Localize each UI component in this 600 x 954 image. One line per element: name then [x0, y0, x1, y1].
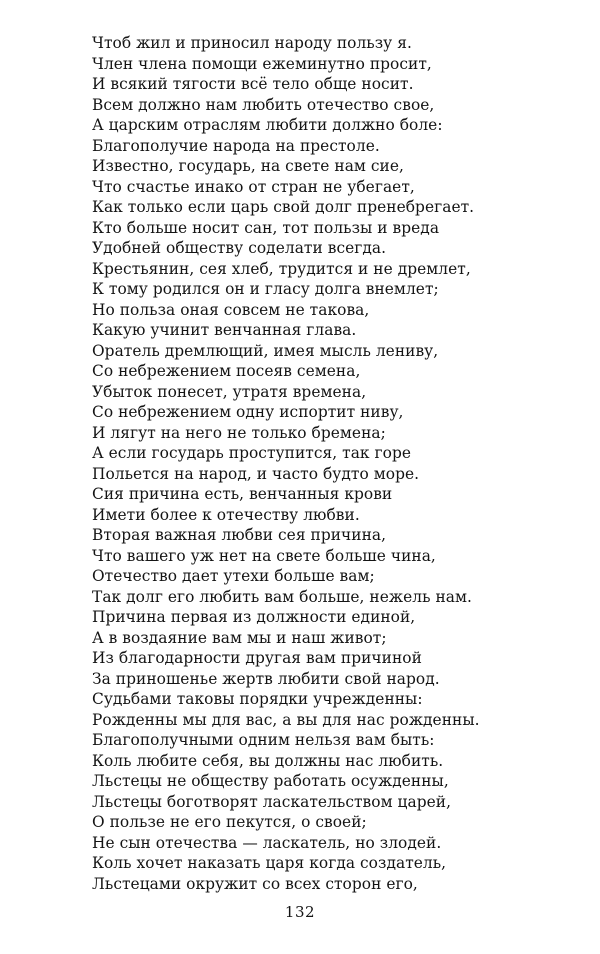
poem-line: Со небрежением одну испортит ниву,	[92, 403, 404, 421]
poem-line: Имети более к отечеству любви.	[92, 505, 360, 524]
poem-line: О пользе не его пекутся, о своей;	[92, 813, 367, 831]
poem-line: Льстецами окружит со всех сторон его,	[92, 874, 418, 893]
poem-line: А если государь проступится, так горе	[92, 444, 412, 462]
poem-line: Вторая важная любви сея причина,	[92, 526, 387, 544]
poem-line: Чтоб жил и приносил народу пользу я.	[92, 34, 412, 52]
poem-line: Удобней обществу соделати всегда.	[92, 239, 387, 257]
poem-line: Льстецы не обществу работать осужденны,	[92, 772, 449, 790]
poem-line: Из благодарности другая вам причиной	[92, 649, 422, 667]
poem-line: Крестьянин, сея хлеб, трудится и не дремлет,	[92, 259, 471, 278]
poem-line: А в воздаяние вам мы и наш живот;	[92, 628, 387, 647]
poem-line: Оратель дремлющий, имея мысль лениву,	[92, 341, 439, 360]
poem-line: Кто больше носит сан, тот пользы и вреда	[92, 218, 440, 237]
poem-line: Коль любите себя, вы должны нас любить.	[92, 751, 444, 770]
poem-text	[92, 33, 480, 894]
poem-line: Но польза оная совсем не такова,	[92, 300, 370, 319]
page-number: 132	[284, 903, 316, 921]
poem-line: Коль хочет наказать царя когда создатель,	[92, 854, 447, 872]
poem-line: Всем должно нам любить отечество свое,	[92, 95, 435, 114]
poem-line: Что счастье инако от стран не убегает,	[92, 177, 415, 196]
poem-line: Так долг его любить вам больше, нежель нам.	[92, 587, 472, 606]
poem-line: Рожденны мы для вас, а вы для нас рожденны.	[92, 710, 480, 729]
poem-line: Убыток понесет, утратя времена,	[92, 382, 367, 401]
poem-line: Отечество дает утехи больше вам;	[92, 567, 375, 585]
poem-line: К тому родился он и гласу долга внемлет;	[92, 280, 439, 298]
poem-line: За приношенье жертв любити свой народ.	[92, 669, 440, 688]
poem-line: Не сын отечества — ласкатель, но злодей.	[92, 833, 442, 852]
poem-line: А царским отраслям любити должно боле:	[92, 116, 443, 134]
poem-line: Причина первая из должности единой,	[92, 608, 416, 626]
poem-line: Благополучие народа на престоле.	[92, 136, 380, 155]
poem-line: Сия причина есть, венчанныя крови	[92, 485, 393, 503]
poem-line: Со небрежением посеяв семена,	[92, 362, 361, 380]
poem-line: Что вашего уж нет на свете больше чина,	[92, 546, 436, 565]
poem-line: Благополучными одним нельзя вам быть:	[92, 731, 435, 749]
poem-line: Как только если царь свой долг пренебрегает.	[92, 198, 475, 216]
poem-line: Известно, государь, на свете нам сие,	[92, 157, 404, 175]
poem-line: Член члена помощи ежеминутно просит,	[92, 54, 432, 73]
poem-line: И всякий тягости всё тело обще носит.	[92, 75, 414, 93]
poem-line: И лягут на него не только бремена;	[92, 423, 386, 442]
poem-line: Судьбами таковы порядки учрежденны:	[92, 690, 423, 708]
poem-line: Какую учинит венчанная глава.	[92, 321, 357, 339]
poem-line: Польется на народ, и часто будто море.	[92, 464, 420, 483]
poem-line: Льстецы боготворят ласкательством царей,	[92, 792, 452, 811]
